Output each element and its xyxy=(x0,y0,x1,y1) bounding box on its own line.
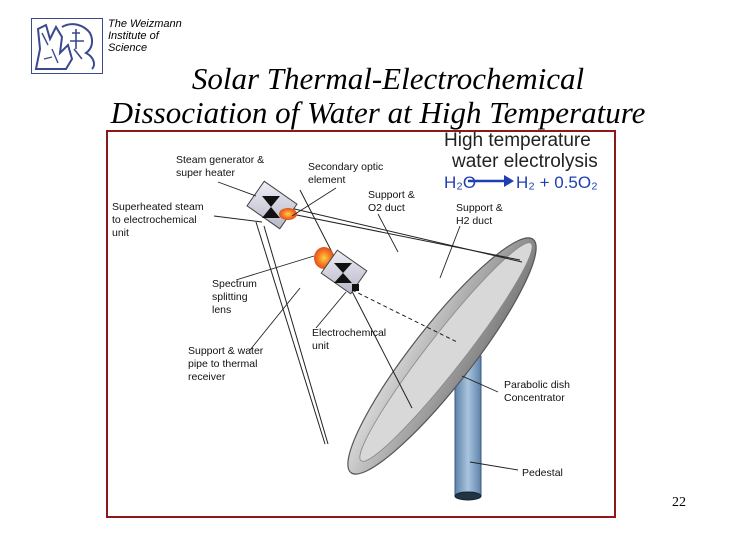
label-secondary-optic xyxy=(308,161,383,186)
slide-number: 22 xyxy=(672,495,686,510)
label-parabolic-dish xyxy=(504,379,570,404)
label-pedestal xyxy=(522,467,563,479)
slide-title-line-2: Dissociation of Water at High Temperature xyxy=(110,95,646,130)
institute-line-3: Science xyxy=(108,42,148,54)
svg-text:Secondary optic: Secondary optic xyxy=(308,161,384,173)
svg-text:pipe to thermal: pipe to thermal xyxy=(188,358,258,370)
label-support-o2 xyxy=(368,189,415,214)
svg-text:Spectrum: Spectrum xyxy=(212,278,257,290)
svg-text:Support & water: Support & water xyxy=(188,345,264,357)
slide-title-line-1: Solar Thermal-Electrochemical xyxy=(191,61,585,96)
label-spectrum-lens xyxy=(212,278,257,316)
label-superheated-steam xyxy=(112,201,204,239)
svg-text:Electrochemical: Electrochemical xyxy=(312,327,387,339)
label-steam-generator xyxy=(176,154,264,179)
svg-text:splitting: splitting xyxy=(212,291,248,303)
label-support-h2 xyxy=(456,202,503,227)
support-strut xyxy=(300,190,412,408)
institute-line-1: The Weizmann xyxy=(108,18,182,30)
label-support-water xyxy=(188,345,264,383)
reaction-products: H₂ + 0.5O₂ xyxy=(516,173,598,192)
svg-text:Parabolic dish: Parabolic dish xyxy=(504,379,570,391)
svg-text:lens: lens xyxy=(212,304,232,316)
svg-text:Support &: Support & xyxy=(456,202,503,214)
institute-line-2: Institute of xyxy=(108,30,159,42)
svg-text:Superheated steam: Superheated steam xyxy=(112,201,204,213)
svg-text:unit: unit xyxy=(312,340,329,352)
svg-text:Pedestal: Pedestal xyxy=(522,467,563,479)
svg-text:to electrochemical: to electrochemical xyxy=(112,214,197,226)
svg-text:super heater: super heater xyxy=(176,167,235,179)
label-electrochemical-unit xyxy=(312,327,386,352)
svg-text:unit: unit xyxy=(112,227,129,239)
svg-text:Concentrator: Concentrator xyxy=(504,392,565,404)
svg-text:O2 duct: O2 duct xyxy=(368,202,405,214)
steam-generator-unit xyxy=(247,181,297,229)
reaction-reactant: H₂O xyxy=(444,173,477,192)
svg-text:Support &: Support & xyxy=(368,189,415,201)
diagram-heading-line-1: High temperature xyxy=(444,130,591,151)
parabolic-dish xyxy=(327,221,557,491)
diagram-heading-line-2: water electrolysis xyxy=(452,151,598,172)
svg-text:H2 duct: H2 duct xyxy=(456,215,493,227)
svg-text:element: element xyxy=(308,174,346,186)
svg-text:Steam generator &: Steam generator & xyxy=(176,154,265,166)
svg-text:receiver: receiver xyxy=(188,371,226,383)
